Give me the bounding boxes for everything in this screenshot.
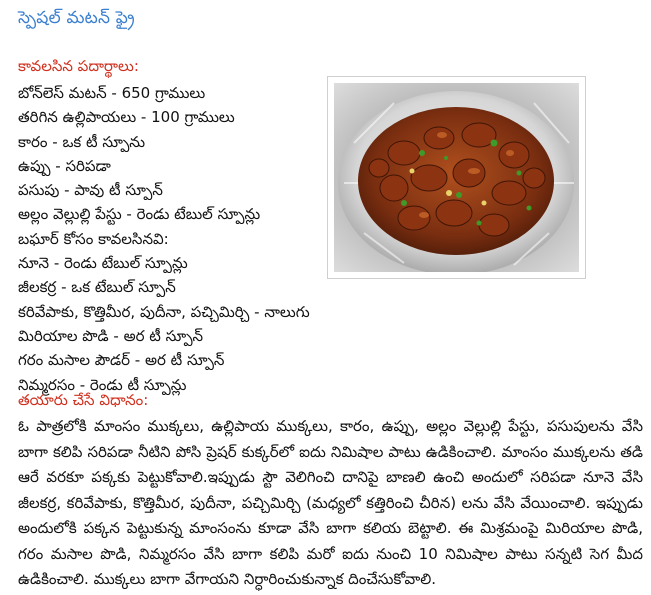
- ingredient-item: బోన్‌లెస్ మటన్ - 650 గ్రాములు: [18, 84, 206, 102]
- ingredient-item: తరిగిన ఉల్లిపాయలు - 100 గ్రాములు: [18, 108, 235, 127]
- ingredient-item: గరం మసాల పౌడర్ - అర టీ స్పూన్: [18, 351, 225, 370]
- method-heading: తయారు చేసే విధానం:: [18, 391, 149, 409]
- dish-illustration: [334, 83, 579, 272]
- mutton-fry-photo: [334, 83, 579, 272]
- ingredient-item: నూనె - రెండు టేబుల్ స్పూన్లు: [18, 254, 188, 273]
- ingredient-item: కారం - ఒక టీ స్పూను: [18, 132, 146, 151]
- ingredient-item: మిరియాల పొడి - అర టీ స్పూన్: [18, 326, 204, 345]
- method-paragraph: ఓ పాత్రలోకి మాంసం ముక్కలు, ఉల్లిపాయ ముక్కలు, కారం, ఉప్పు, అల్లం వెల్లుల్లి పేస్టు, పసుపులను వేసి బాగా కలిపి సరిపడా నీటిని పోసి ప్రెషర్ కుక్కర్‌లో ఐదు నిమిషాల పాటు ఉడికించాలి. మాంసం ముక్కలను తడి ఆరే వరకూ పక్కకు పెట్టుకోవాలి.ఇప్పుడు స్టౌ వెలిగించి దానిపై బాణలి ఉంచి అందులో సరిపడా నూనె వేసి జీలకర్ర, కరివేపాకు, కొత్తిమీర, పుదీనా, పచ్చిమిర్చి (మధ్యలో కత్తిరించి చీరిన) లను వేసి వేయించాలి. ఇప్పుడు అందులోకి పక్కన పెట్టుకున్న మాంసంను కూడా వేసి బాగా కలియ బెట్టాలి. ఈ మిశ్రమంపై మిరియాల పొడి, గరం మసాల పొడి, నిమ్మరసం వేసి బాగా కలిపి మరో ఐదు నుంచి 10 నిమిషాల పాటు సన్నటి సెగ మీద ఉడికించాలి. ముక్కలు బాగా వేగాయని నిర్ధారించుకున్నాక దించేసుకోవాలి.: [18, 417, 643, 588]
- ingredient-item: నిమ్మరసం - రెండు టీ స్పూన్లు: [18, 375, 187, 394]
- ingredient-item: అల్లం వెల్లుల్లి పేస్టు - రెండు టేబుల్ స్పూన్లు: [18, 205, 261, 224]
- ingredients-list: [18, 81, 310, 397]
- ingredient-item: జీలకర్ర - ఒక టేబుల్ స్పూన్: [18, 278, 176, 297]
- ingredient-item: పసుపు - పావు టీ స్పూన్: [18, 181, 163, 200]
- ingredient-item: బఘార్ కోసం కావలసినవి:: [18, 229, 169, 248]
- ingredients-heading: కావలసిన పదార్థాలు:: [18, 57, 139, 75]
- page-title: స్పెషల్ మటన్ ఫ్రై: [18, 8, 135, 28]
- dish-photo-frame: [327, 76, 586, 279]
- ingredient-item: ఉప్పు - సరిపడా: [18, 156, 111, 175]
- ingredient-item: కరివేపాకు, కొత్తిమీర, పుదీనా, పచ్చిమిర్చి - నాలుగు: [18, 302, 310, 321]
